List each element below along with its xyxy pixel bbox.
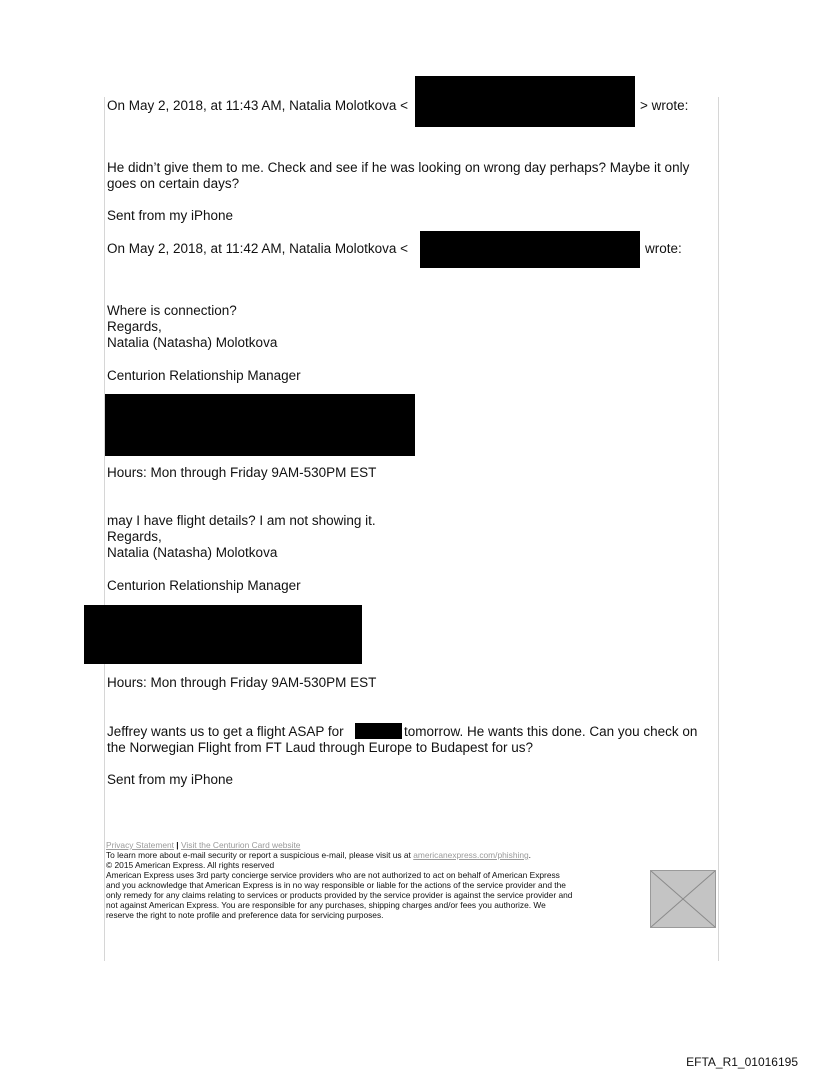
regards-2: Regards,: [107, 529, 162, 544]
message-2-line-1: Where is connection?: [107, 303, 237, 318]
redaction-box: [415, 76, 635, 127]
reply-header-1-text: On May 2, 2018, at 11:43 AM, Natalia Molotkova <: [107, 98, 409, 113]
right-border-line: [718, 97, 719, 961]
broken-image-placeholder: [650, 870, 716, 928]
message-1-line-2: goes on certain days?: [107, 176, 240, 191]
footer-security-text: To learn more about e-mail security or report a suspicious e-mail, please visit us at: [106, 850, 414, 860]
redaction-box: [84, 605, 362, 664]
reply-header-1-wrote: > wrote:: [640, 98, 689, 113]
footer-legal-4: not against American Express. You are responsible for any purchases, shipping charges and/or fees you authorize. We: [106, 900, 546, 910]
reply-header-1: [107, 98, 408, 114]
message-1-line-1: He didn’t give them to me. Check and see if he was looking on wrong day perhaps? Maybe it only: [107, 160, 690, 175]
footer-legal-5: reserve the right to note profile and preference data for servicing purposes.: [106, 910, 384, 920]
reply-header-2-wrote: wrote:: [645, 241, 682, 256]
regards-1: Regards,: [107, 319, 162, 334]
signature-title-2: Centurion Relationship Manager: [107, 578, 301, 593]
sent-from-iphone-2: Sent from my iPhone: [107, 772, 234, 787]
redaction-box: [105, 394, 415, 456]
document-id: EFTA_R1_01016195: [686, 1055, 798, 1069]
signature-title-1: Centurion Relationship Manager: [107, 368, 301, 383]
signature-name-2: Natalia (Natasha) Molotkova: [107, 545, 278, 560]
reply-header-2: On May 2, 2018, at 11:42 AM, Natalia Molotkova <: [107, 241, 409, 256]
centurion-card-link[interactable]: Visit the Centurion Card website: [180, 840, 301, 850]
footer-security-period: .: [528, 850, 531, 860]
message-3-line-1: may I have flight details? I am not showing it.: [107, 513, 376, 528]
message-4-line-2: the Norwegian Flight from FT Laud through Europe to Budapest for us?: [107, 740, 533, 755]
redaction-box: [420, 231, 640, 268]
message-4-line-1-end: tomorrow. He wants this done. Can you check on: [404, 724, 698, 739]
redaction-box: [355, 723, 402, 739]
image-placeholder-icon: [651, 871, 715, 927]
footer-legal-1: American Express uses 3rd party concierge service providers who are not authorized to act on behalf of American Express: [106, 870, 560, 880]
phishing-link[interactable]: americanexpress.com/phishing: [413, 850, 529, 860]
footer-legal-3: only remedy for any claims relating to services or products provided by the service provider is against the service provider and: [106, 890, 573, 900]
footer-legal-2: and you acknowledge that American Express is in no way responsible or liable for the actions of the service provider and the: [106, 880, 566, 890]
message-4-line-1-start: Jeffrey wants us to get a flight ASAP for: [107, 724, 344, 739]
left-border-line: [104, 97, 105, 961]
hours-1: Hours: Mon through Friday 9AM-530PM EST: [107, 465, 377, 480]
sent-from-iphone-1: Sent from my iPhone: [107, 208, 234, 223]
footer-separator: |: [176, 840, 179, 850]
hours-2: Hours: Mon through Friday 9AM-530PM EST: [107, 675, 377, 690]
footer-copyright: © 2015 American Express. All rights reserved: [106, 860, 275, 870]
privacy-statement-link[interactable]: Privacy Statement: [106, 840, 174, 850]
signature-name-1: Natalia (Natasha) Molotkova: [107, 335, 278, 350]
